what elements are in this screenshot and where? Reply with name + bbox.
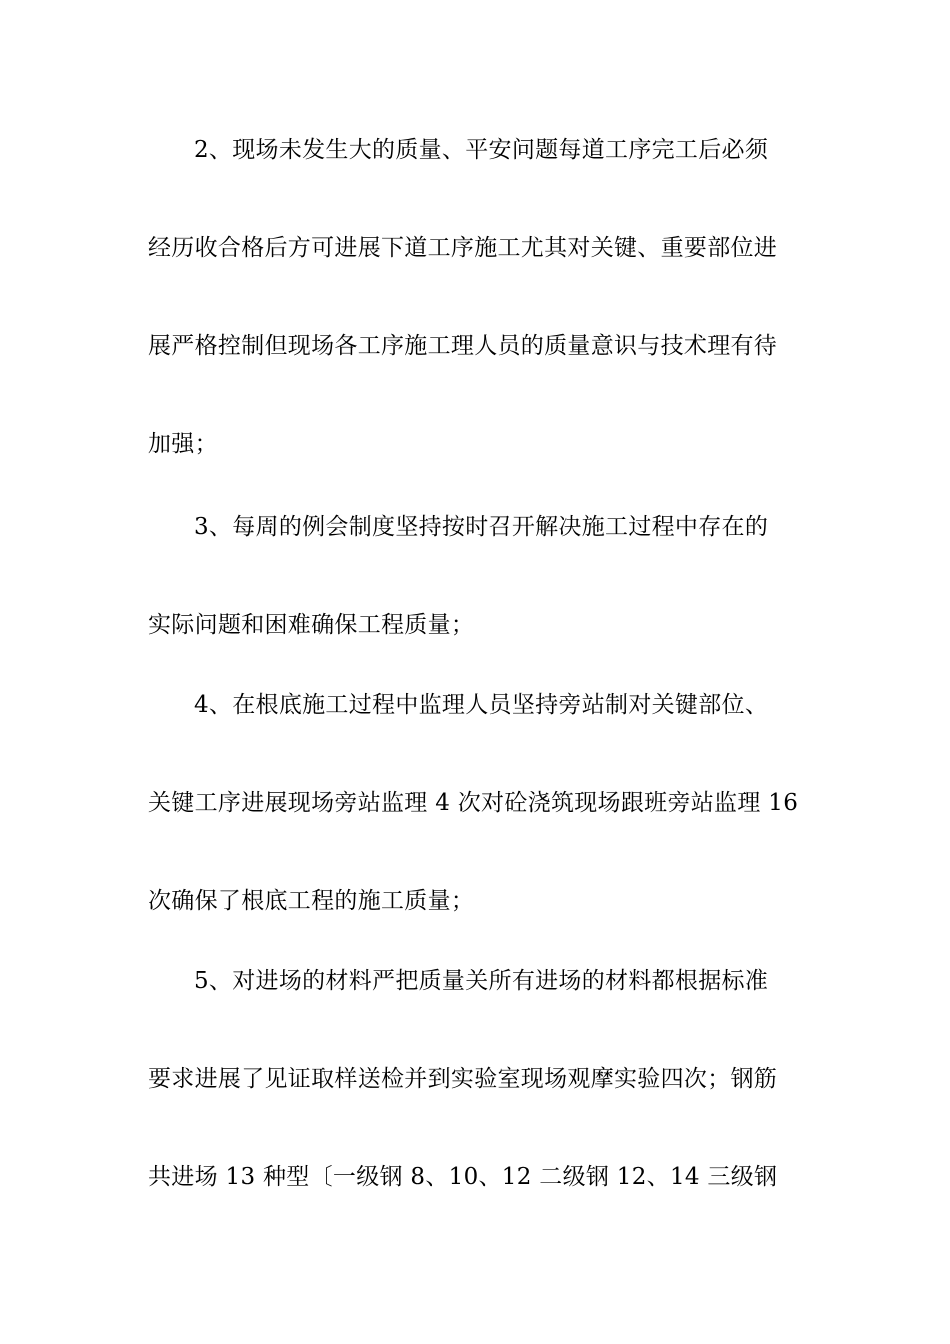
paragraph-2-line-3: 展严格控制但现场各工序施工理人员的质量意识与技术理有待 <box>148 333 778 359</box>
paragraph-4-line-1: 4、在根底施工过程中监理人员坚持旁站制对关键部位、 <box>194 692 769 718</box>
paragraph-5-line-2: 要求进展了见证取样送检并到实验室现场观摩实验四次；钢筋 <box>148 1066 778 1092</box>
paragraph-3-line-1: 3、每周的例会制度坚持按时召开解决施工过程中存在的 <box>194 514 769 540</box>
paragraph-4-line-3: 次确保了根底工程的施工质量； <box>148 888 475 914</box>
paragraph-5-line-3: 共进场 13 种型〔一级钢 8、10、12 二级钢 12、14 三级钢 <box>148 1164 778 1190</box>
paragraph-5-line-1: 5、对进场的材料严把质量关所有进场的材料都根据标准 <box>194 968 769 994</box>
paragraph-4-line-2: 关键工序进展现场旁站监理 4 次对砼浇筑现场跟班旁站监理 16 <box>148 790 799 816</box>
paragraph-2-line-4: 加强； <box>148 431 218 457</box>
paragraph-2-line-1: 2、现场未发生大的质量、平安问题每道工序完工后必须 <box>194 137 769 163</box>
paragraph-2-line-2: 经历收合格后方可进展下道工序施工尤其对关键、重要部位进 <box>148 235 778 261</box>
paragraph-3-line-2: 实际问题和困难确保工程质量； <box>148 612 475 638</box>
